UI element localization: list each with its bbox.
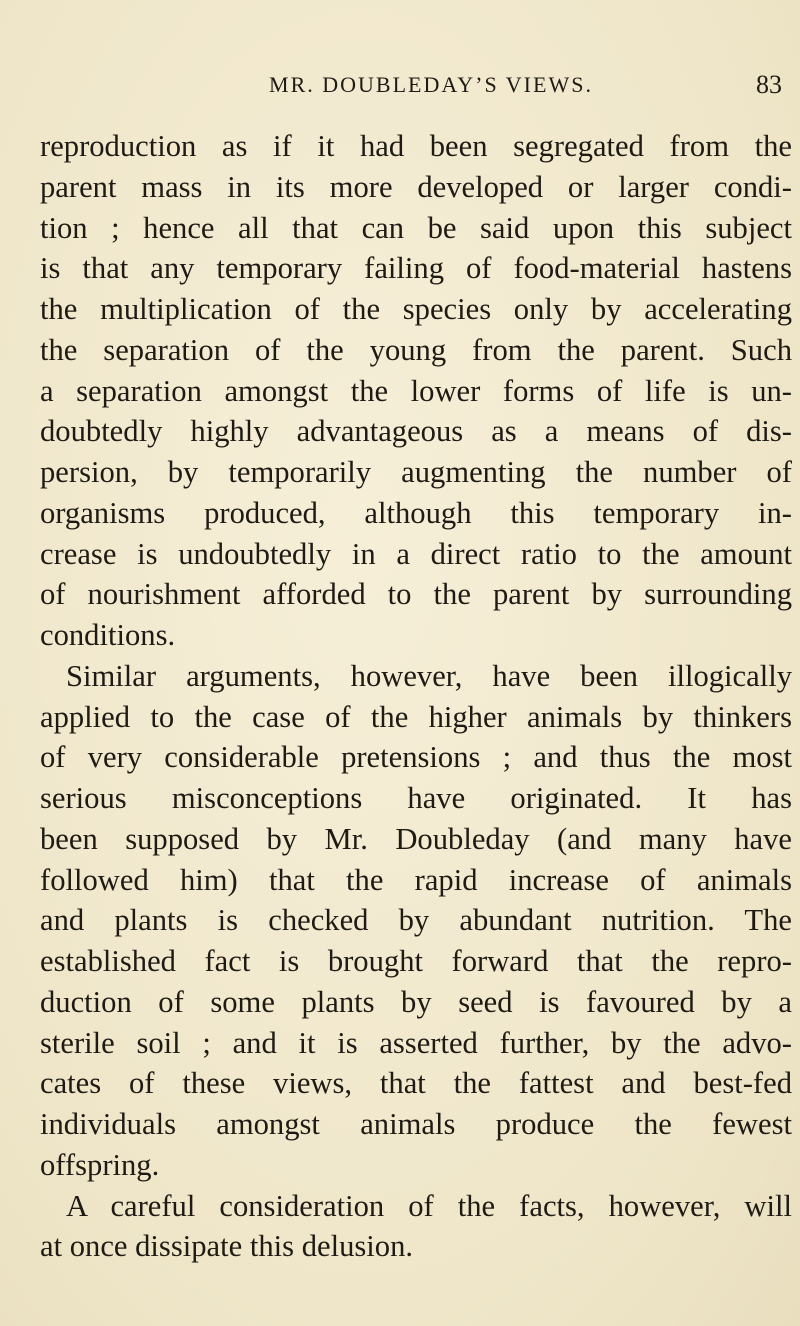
text-line: crease is undoubtedly in a direct ratio to the amount: [40, 536, 792, 571]
text-line: offspring.: [40, 1147, 160, 1182]
text-line: established fact is brought forward that the repro-: [40, 944, 792, 978]
text-line: of very considerable pretensions ; and thus the most: [40, 740, 792, 775]
text-line: the separation of the young from the parent. Such: [40, 332, 792, 367]
text-line: reproduction as if it had been segregated from the: [40, 129, 792, 163]
text-line: parent mass in its more developed or larger condi-: [40, 169, 792, 204]
text-line: persion, by temporarily augmenting the number of: [40, 455, 792, 489]
body-text: [40, 126, 792, 1267]
text-line: followed him) that the rapid increase of animals: [40, 862, 792, 897]
text-line: organisms produced, although this temporary in-: [40, 495, 792, 530]
text-line: applied to the case of the higher animals by thinkers: [40, 699, 792, 734]
text-line: individuals amongst animals produce the fewest: [40, 1107, 792, 1141]
text-line: conditions.: [40, 618, 176, 652]
text-line: sterile soil ; and it is asserted further, by the advo-: [40, 1025, 792, 1060]
page-number: 83: [756, 70, 782, 99]
text-line: a separation amongst the lower forms of life is un-: [40, 373, 792, 408]
text-line: serious misconceptions have originated. It has: [40, 781, 792, 815]
text-line: at once dissipate this delusion.: [40, 1229, 414, 1264]
running-head: [40, 72, 782, 112]
text-line: doubtedly highly advantageous as a means of dis-: [40, 414, 792, 449]
text-line: the multiplication of the species only by accelerating: [40, 292, 792, 326]
running-title: MR. DOUBLEDAY’S VIEWS.: [269, 72, 593, 97]
text-line: of nourishment afforded to the parent by surrounding: [40, 577, 792, 612]
text-line: been supposed by Mr. Doubleday (and many have: [40, 821, 792, 856]
text-line: is that any temporary failing of food-material hastens: [40, 251, 792, 286]
text-line: duction of some plants by seed is favoured by a: [40, 984, 792, 1019]
text-line: Similar arguments, however, have been illogically: [66, 658, 792, 693]
text-line: A careful consideration of the facts, however, will: [66, 1188, 792, 1223]
text-line: cates of these views, that the fattest and best-fed: [40, 1066, 792, 1101]
text-line: tion ; hence all that can be said upon this subject: [40, 210, 792, 245]
text-line: and plants is checked by abundant nutrition. The: [40, 903, 792, 938]
